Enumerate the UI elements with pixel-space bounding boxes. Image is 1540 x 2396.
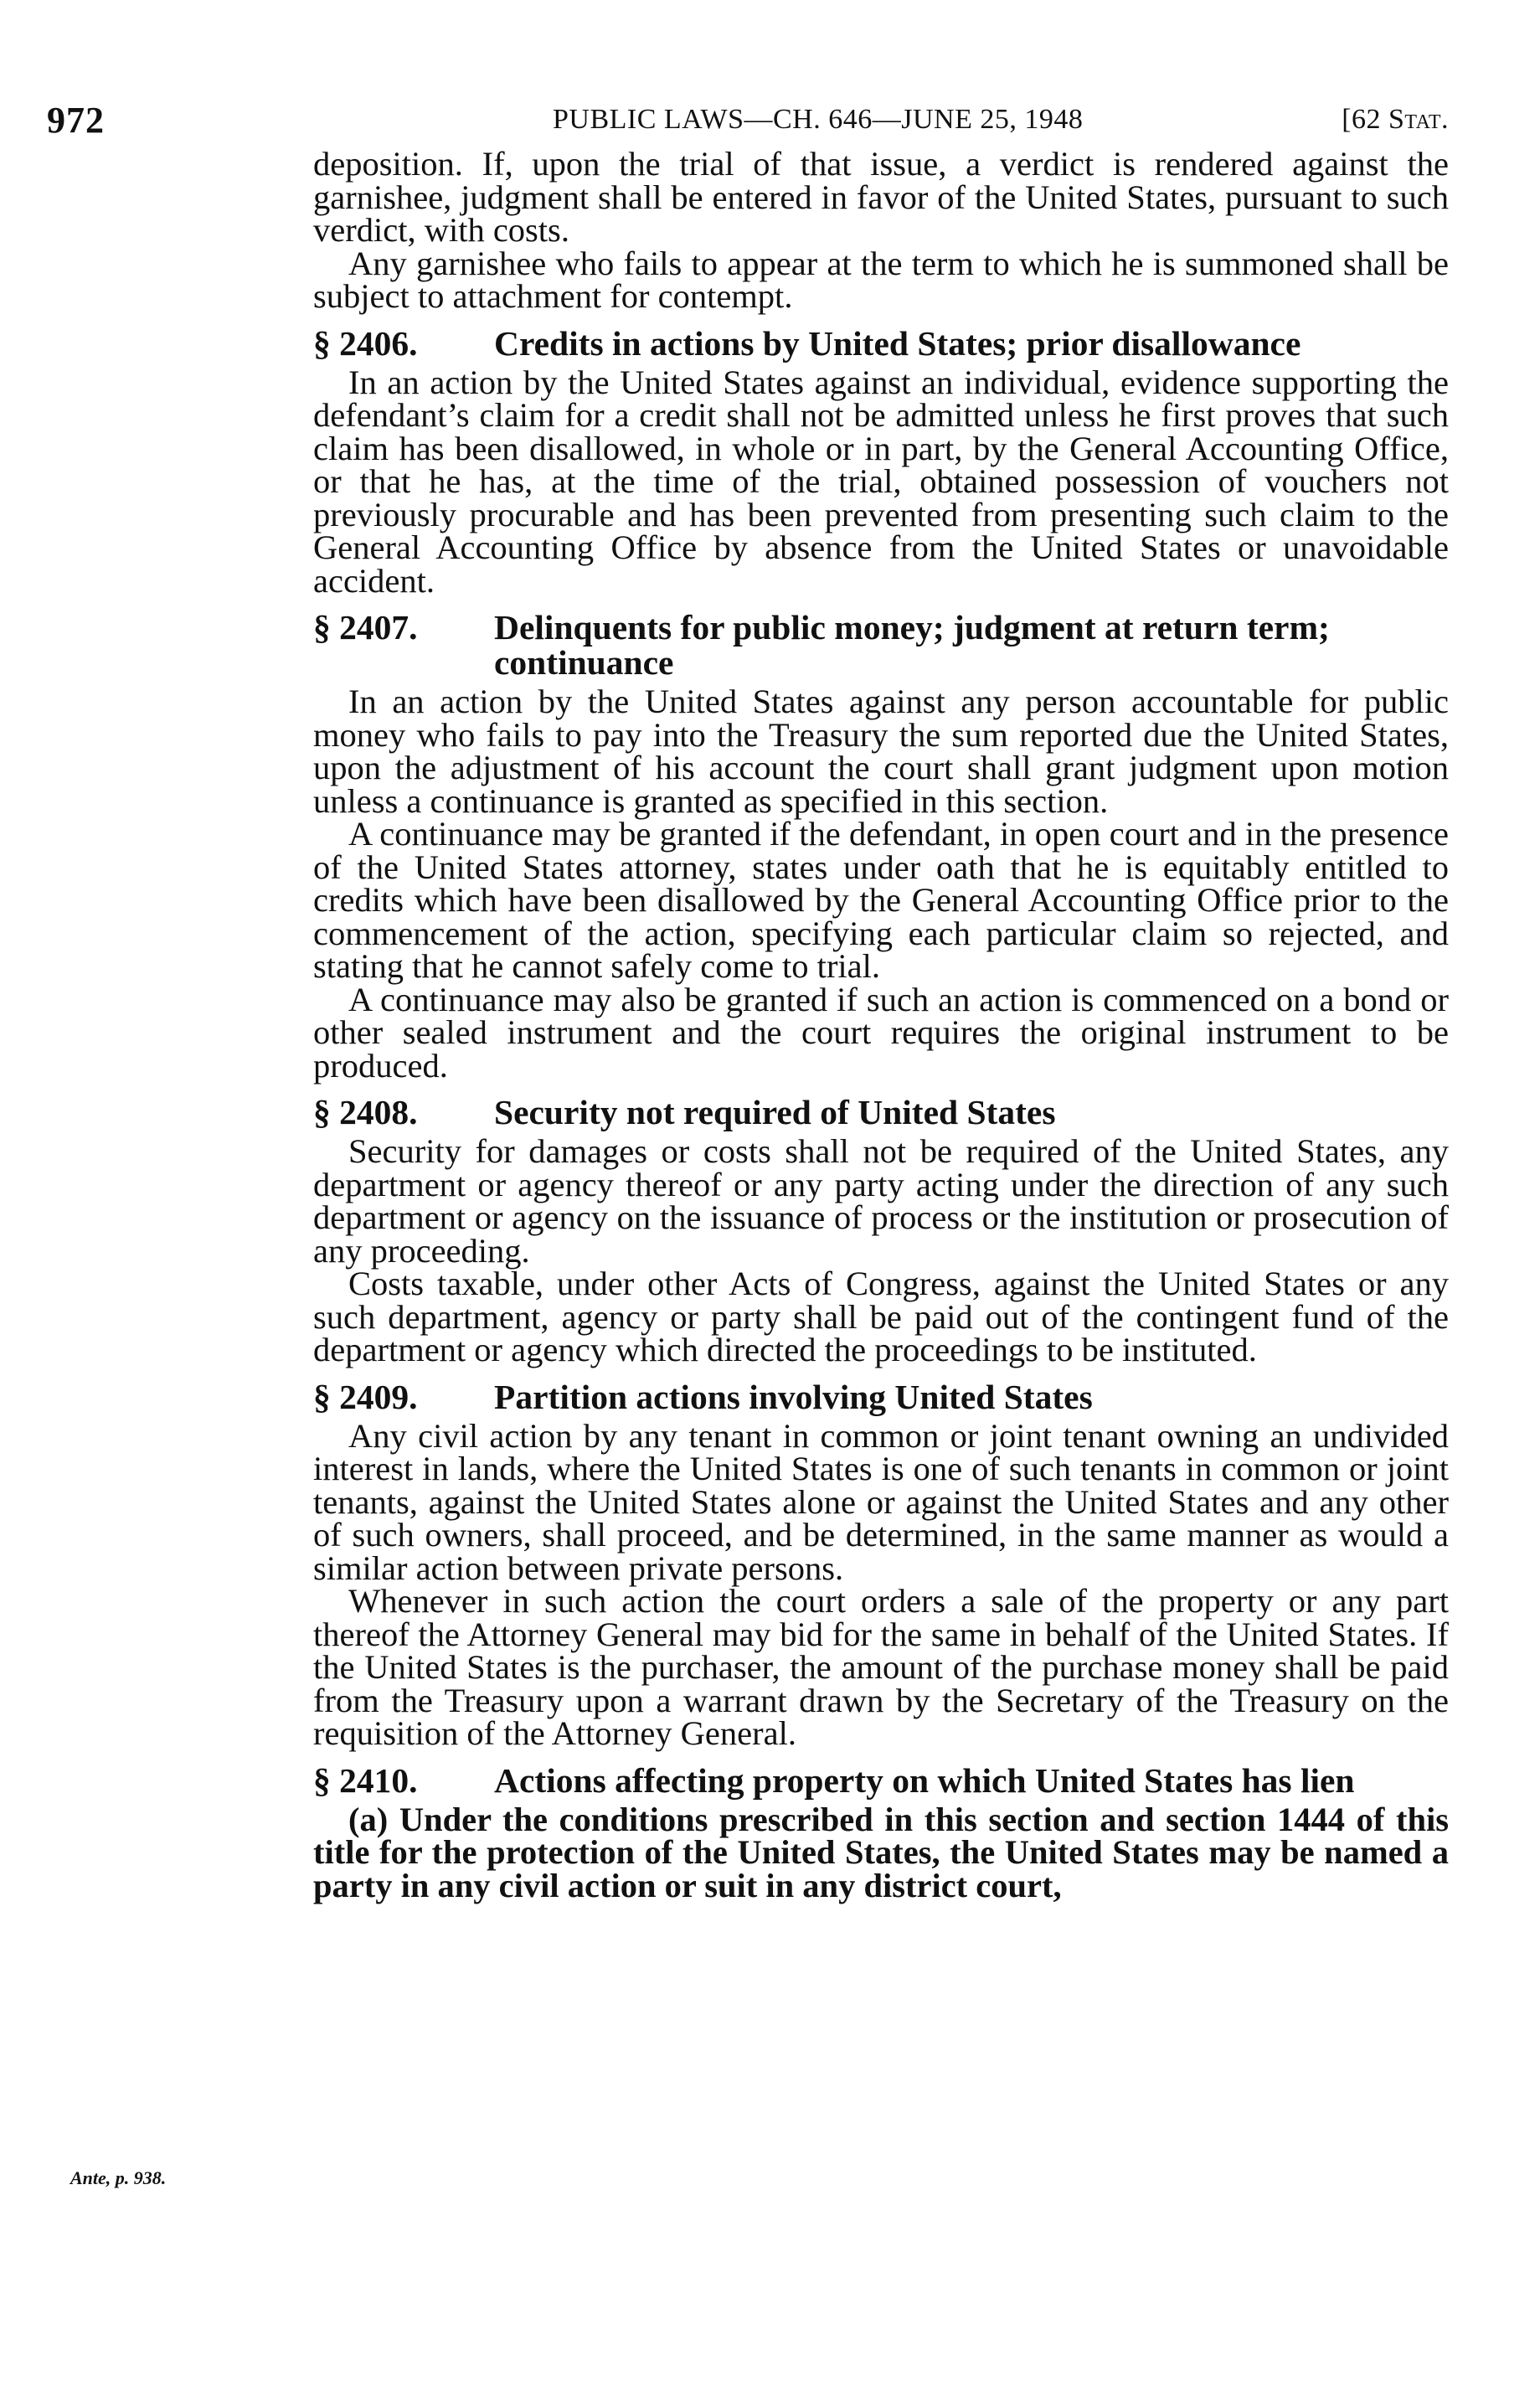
section-heading-2407 — [313, 610, 1449, 680]
section-heading-2406 — [313, 323, 1449, 363]
section-title: Security not required of United States — [494, 1093, 1056, 1131]
section-title: Delinquents for public money; judgment at return term; continuance — [494, 608, 1330, 682]
paragraph: In an action by the United States against any person accountable for public money who fails to pay into the Treasury the sum reported due the United States, upon the adjustment of his account the court shall grant judgment upon motion unless a continuance is granted as specified in this section. — [313, 683, 1449, 820]
paragraph: In an action by the United States against an individual, evidence supporting the defendant’s claim for a credit shall not be admitted unless he first proves that such claim has been disallowed, in whole or in part, by the General Accounting Office, or that he has, at the time of the trial, obtained possession of vouchers not previously procurable and has been prevented from presenting such claim to the General Accounting Office by absence from the United States or unavoidable accident. — [313, 363, 1449, 600]
paragraph-subsection-a: (a) Under the conditions prescribed in this section and section 1444 of this title for the protection of the United States, the United States may be named a party in any civil action or suit in any district court, — [313, 1800, 1449, 1904]
running-title: PUBLIC LAWS—CH. 646—JUNE 25, 1948 — [553, 104, 1084, 135]
paragraph: Any civil action by any tenant in common or joint tenant owning an undivided interest in lands, where the United States is one of such tenants in common or joint tenants, against the United States alone or against the United States and any other of such owners, shall proceed, and be determined, in the same manner as would a similar action between private persons. — [313, 1416, 1449, 1587]
paragraph: Any garnishee who fails to appear at the term to which he is summoned shall be subject to attachment for contempt. — [313, 244, 1449, 315]
margin-note-ante: Ante, p. 938. — [70, 2167, 167, 2188]
section-heading-2410 — [313, 1760, 1449, 1800]
paragraph: Security for damages or costs shall not be required of the United States, any department or agency thereof or any party acting under the direction of any such department or agency on the issuance of process or the institution or prosecution of any proceeding. — [313, 1132, 1449, 1270]
stat-reference: [62 Stat. — [1342, 104, 1449, 135]
page-number: 972 — [47, 100, 105, 141]
section-number: § 2406. — [313, 323, 418, 363]
paragraph: Costs taxable, under other Acts of Congress, against the United States or any such department, agency or party shall be paid out of the contingent fund of the department or agency which directed the proceedings to be instituted. — [313, 1265, 1449, 1368]
section-number: § 2409. — [313, 1377, 418, 1416]
section-number: § 2407. — [313, 608, 418, 647]
section-number: § 2410. — [313, 1760, 418, 1800]
section-title: Credits in actions by United States; prior disallowance — [494, 323, 1301, 363]
section-number: § 2408. — [313, 1093, 418, 1131]
section-heading-2409 — [313, 1379, 1449, 1414]
body-column — [313, 147, 1449, 1902]
paragraph: Whenever in such action the court orders a sale of the property or any part thereof the Attorney General may bid for the same in behalf of the United States. If the United States is the purchaser, the amount of the purchase money shall be paid from the Treasury upon a warrant drawn by the Secretary of the Treasury on the requisition of the Attorney General. — [313, 1582, 1449, 1752]
section-heading-2408 — [313, 1095, 1449, 1130]
paragraph: A continuance may also be granted if such an action is commenced on a bond or other sealed instrument and the court requires the original instrument to be produced. — [313, 980, 1449, 1085]
continued-paragraph: deposition. If, upon the trial of that issue, a verdict is rendered against the garnishee, judgment shall be entered in favor of the United States, pursuant to such verdict, with costs. — [313, 145, 1449, 249]
paragraph: A continuance may be granted if the defendant, in open court and in the presence of the United States attorney, states under oath that he is equitably entitled to credits which have been disallowed by the General Accounting Office prior to the commencement of the action, specifying each particular claim so rejected, and stating that he cannot safely come to trial. — [313, 815, 1449, 985]
running-header — [536, 104, 1449, 136]
section-title: Partition actions involving United States — [494, 1377, 1093, 1416]
section-title: Actions affecting property on which United States has lien — [494, 1760, 1355, 1800]
